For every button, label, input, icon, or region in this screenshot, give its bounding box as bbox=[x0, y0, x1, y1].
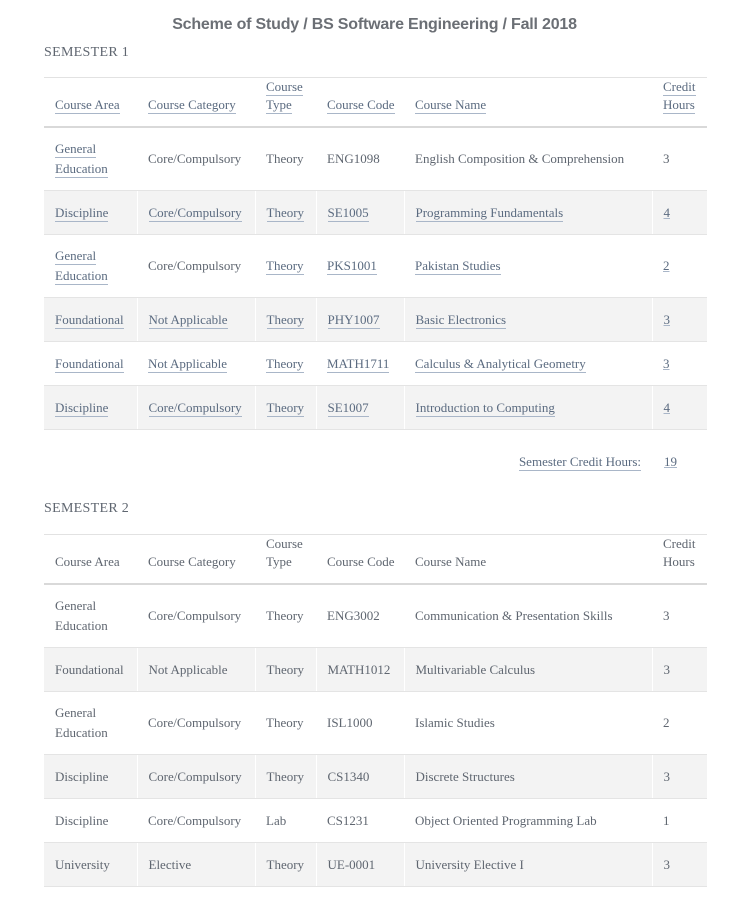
course-type-cell: Theory bbox=[255, 843, 316, 887]
table-row bbox=[44, 342, 707, 386]
course-type-cell: Lab bbox=[255, 799, 316, 843]
course-name-cell: English Composition & Comprehension bbox=[404, 127, 652, 191]
table-row bbox=[44, 584, 707, 648]
semester-2-table bbox=[44, 534, 707, 887]
course-name-cell[interactable]: Pakistan Studies bbox=[404, 235, 652, 298]
course-category-cell: Elective bbox=[137, 843, 255, 887]
header-course-category[interactable]: Course Category bbox=[148, 97, 236, 112]
course-name-cell: Islamic Studies bbox=[404, 692, 652, 755]
header-course-category: Course Category bbox=[148, 554, 236, 569]
course-type-cell[interactable]: Theory bbox=[255, 191, 316, 235]
course-name-cell: University Elective I bbox=[404, 843, 652, 887]
course-area-cell[interactable]: General Education bbox=[44, 127, 137, 191]
header-course-code: Course Code bbox=[327, 554, 395, 569]
course-area-cell[interactable]: Foundational bbox=[44, 342, 137, 386]
credit-hours-cell: 3 bbox=[652, 843, 707, 887]
table-row bbox=[44, 648, 707, 692]
course-name-cell: Multivariable Calculus bbox=[404, 648, 652, 692]
course-code-cell: ENG3002 bbox=[316, 584, 404, 648]
header-course-area: Course Area bbox=[55, 554, 120, 569]
header-course-name[interactable]: Course Name bbox=[415, 97, 487, 112]
header-course-type: Course Type bbox=[266, 536, 303, 569]
course-code-cell[interactable]: MATH1711 bbox=[316, 342, 404, 386]
credit-hours-cell: 3 bbox=[652, 755, 707, 799]
table-header-row bbox=[44, 535, 707, 585]
course-code-cell: ENG1098 bbox=[316, 127, 404, 191]
header-credit-hours: Credit Hours bbox=[663, 536, 696, 569]
credit-hours-cell[interactable]: 4 bbox=[652, 191, 707, 235]
credit-hours-cell: 1 bbox=[652, 799, 707, 843]
course-category-cell: Core/Compulsory bbox=[137, 692, 255, 755]
course-type-cell[interactable]: Theory bbox=[255, 235, 316, 298]
credit-hours-cell: 2 bbox=[652, 692, 707, 755]
course-category-cell[interactable]: Not Applicable bbox=[137, 342, 255, 386]
course-type-cell: Theory bbox=[255, 755, 316, 799]
semester-1-table bbox=[44, 77, 707, 430]
course-name-cell[interactable]: Calculus & Analytical Geometry bbox=[404, 342, 652, 386]
credit-hours-cell[interactable]: 3 bbox=[652, 342, 707, 386]
course-code-cell: MATH1012 bbox=[316, 648, 404, 692]
course-code-cell: CS1231 bbox=[316, 799, 404, 843]
credit-hours-cell: 3 bbox=[652, 127, 707, 191]
course-category-cell[interactable]: Core/Compulsory bbox=[137, 386, 255, 430]
table-row bbox=[44, 235, 707, 298]
course-code-cell: UE-0001 bbox=[316, 843, 404, 887]
course-code-cell[interactable]: PKS1001 bbox=[316, 235, 404, 298]
credit-hours-cell: 3 bbox=[652, 648, 707, 692]
course-type-cell: Theory bbox=[255, 127, 316, 191]
course-name-cell[interactable]: Introduction to Computing bbox=[404, 386, 652, 430]
course-type-cell[interactable]: Theory bbox=[255, 342, 316, 386]
table-row bbox=[44, 298, 707, 342]
course-area-cell: Discipline bbox=[44, 799, 137, 843]
header-course-area[interactable]: Course Area bbox=[55, 97, 120, 112]
table-row bbox=[44, 191, 707, 235]
course-code-cell[interactable]: SE1005 bbox=[316, 191, 404, 235]
course-area-cell: Discipline bbox=[44, 755, 137, 799]
table-row bbox=[44, 127, 707, 191]
course-category-cell: Core/Compulsory bbox=[137, 127, 255, 191]
course-area-cell: General Education bbox=[44, 584, 137, 648]
course-type-cell: Theory bbox=[255, 648, 316, 692]
table-row bbox=[44, 692, 707, 755]
table-row bbox=[44, 755, 707, 799]
course-type-cell: Theory bbox=[255, 692, 316, 755]
page-title: Scheme of Study / BS Software Engineering / Fall 2018 bbox=[172, 16, 577, 33]
semester-1-heading: SEMESTER 1 bbox=[44, 45, 130, 60]
table-row bbox=[44, 843, 707, 887]
credit-hours-cell: 3 bbox=[652, 584, 707, 648]
course-type-cell: Theory bbox=[255, 584, 316, 648]
table-row bbox=[44, 386, 707, 430]
semester-credit-hours-label[interactable]: Semester Credit Hours: bbox=[518, 454, 641, 469]
header-course-name: Course Name bbox=[415, 554, 487, 569]
course-category-cell: Core/Compulsory bbox=[137, 584, 255, 648]
course-category-cell: Core/Compulsory bbox=[137, 755, 255, 799]
course-name-cell: Object Oriented Programming Lab bbox=[404, 799, 652, 843]
course-name-cell[interactable]: Programming Fundamentals bbox=[404, 191, 652, 235]
credit-hours-cell[interactable]: 3 bbox=[652, 298, 707, 342]
table-header-row bbox=[44, 78, 707, 128]
course-area-cell: Foundational bbox=[44, 648, 137, 692]
course-code-cell: CS1340 bbox=[316, 755, 404, 799]
course-name-cell: Communication & Presentation Skills bbox=[404, 584, 652, 648]
credit-hours-cell[interactable]: 4 bbox=[652, 386, 707, 430]
course-category-cell: Core/Compulsory bbox=[137, 235, 255, 298]
semester-credit-hours-value[interactable]: 19 bbox=[664, 454, 677, 469]
course-category-cell: Not Applicable bbox=[137, 648, 255, 692]
header-course-type[interactable]: Course Type bbox=[266, 79, 303, 112]
course-code-cell[interactable]: PHY1007 bbox=[316, 298, 404, 342]
course-area-cell[interactable]: Discipline bbox=[44, 386, 137, 430]
course-code-cell: ISL1000 bbox=[316, 692, 404, 755]
course-type-cell[interactable]: Theory bbox=[255, 386, 316, 430]
course-area-cell[interactable]: Foundational bbox=[44, 298, 137, 342]
course-name-cell[interactable]: Basic Electronics bbox=[404, 298, 652, 342]
credit-hours-cell[interactable]: 2 bbox=[652, 235, 707, 298]
header-credit-hours[interactable]: Credit Hours bbox=[663, 79, 696, 112]
semester-2-heading: SEMESTER 2 bbox=[44, 501, 130, 516]
course-area-cell: University bbox=[44, 843, 137, 887]
course-area-cell[interactable]: General Education bbox=[44, 235, 137, 298]
course-category-cell[interactable]: Not Applicable bbox=[137, 298, 255, 342]
header-course-code[interactable]: Course Code bbox=[327, 97, 395, 112]
course-category-cell[interactable]: Core/Compulsory bbox=[137, 191, 255, 235]
course-area-cell[interactable]: Discipline bbox=[44, 191, 137, 235]
course-area-cell: General Education bbox=[44, 692, 137, 755]
course-type-cell[interactable]: Theory bbox=[255, 298, 316, 342]
table-row bbox=[44, 799, 707, 843]
semester-1-credit-summary bbox=[44, 454, 707, 474]
course-code-cell[interactable]: SE1007 bbox=[316, 386, 404, 430]
course-name-cell: Discrete Structures bbox=[404, 755, 652, 799]
course-category-cell: Core/Compulsory bbox=[137, 799, 255, 843]
